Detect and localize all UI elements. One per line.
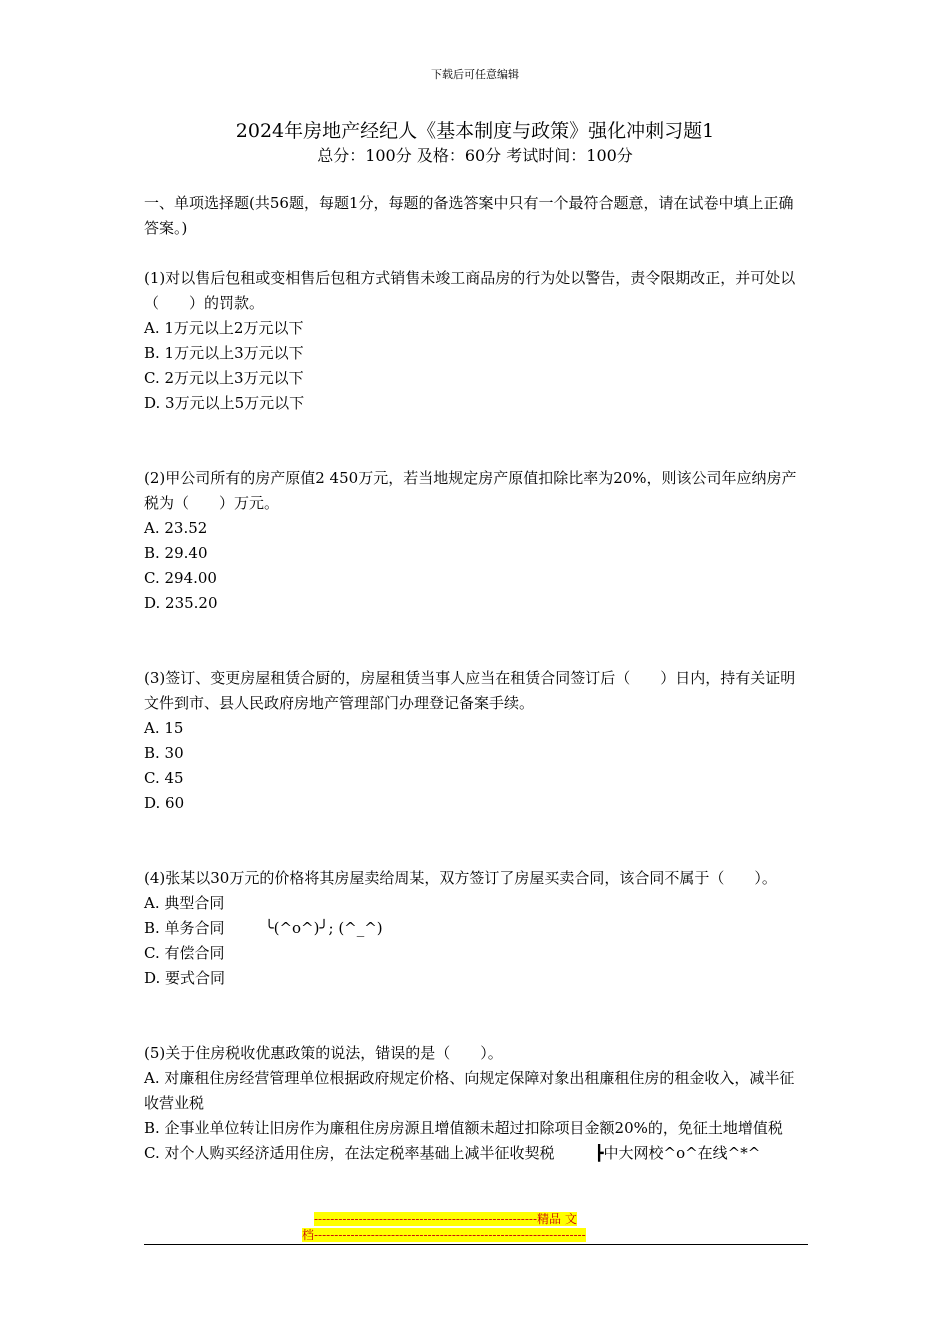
question-stem: (2)甲公司所有的房产原值2 450万元，若当地规定房产原值扣除比率为20%，则该公司年应纳房产税为（ ）万元。 [144,469,797,512]
option-a: A. 15 [144,719,184,737]
section-intro: 一、单项选择题(共56题，每题1分，每题的备选答案中只有一个最符合题意，请在试卷中填上正确答案。) [144,194,794,237]
option-c: C. 2万元以上3万元以下 [144,369,304,387]
footer-band-top [314,1211,654,1227]
question-2 [144,466,808,616]
footer-band-bottom [302,1227,654,1243]
page-title: 2024年房地产经纪人《基本制度与政策》强化冲刺习题1 [235,120,715,142]
option-d: D. 235.20 [144,594,218,612]
option-c: C. 有偿合同 [144,944,225,962]
header-note: 下载后可任意编辑 [431,68,519,81]
option-a: A. 1万元以上2万元以下 [144,319,304,337]
emoticon-note: ╰(^o^)╯; (^_^) [264,919,383,937]
option-b: B. 1万元以上3万元以下 [144,344,304,362]
option-d: D. 60 [144,794,185,812]
option-b: B. 30 [144,744,184,762]
question-1 [144,266,808,416]
option-b: B. 企事业单位转让旧房作为廉租住房房源且增值额未超过扣除项目金额20%的，免征土地增值税 [144,1119,783,1137]
footer-highlight-2: 档------------------------------------------------------------------- [302,1228,586,1242]
option-b: B. 单务合同 [144,919,225,937]
question-stem: (4)张某以30万元的价格将其房屋卖给周某，双方签订了房屋买卖合同，该合同不属于（ ）。 [144,869,777,887]
footer-highlight-1: -------------------------------------------------------精品 文 [314,1212,577,1226]
watermark-note: ┣中大网校^o^在线^*^ [594,1144,761,1162]
option-a: A. 23.52 [144,519,208,537]
option-c: C. 45 [144,769,184,787]
option-b: B. 29.40 [144,544,208,562]
exam-info: 总分：100分 及格：60分 考试时间：100分 [317,146,633,165]
option-a: A. 典型合同 [144,894,225,912]
question-5 [144,1041,808,1166]
footer-rule [144,1244,808,1245]
option-c-row [144,1141,808,1166]
question-4 [144,866,808,991]
question-3 [144,666,808,816]
option-d: D. 3万元以上5万元以下 [144,394,305,412]
option-d: D. 要式合同 [144,969,226,987]
option-b-row [144,916,808,941]
option-c: C. 294.00 [144,569,217,587]
question-stem: (1)对以售后包租或变相售后包租方式销售未竣工商品房的行为处以警告，责令限期改正，并可处以（ ）的罚款。 [144,269,796,312]
question-stem: (5)关于住房税收优惠政策的说法，错误的是（ ）。 [144,1044,503,1062]
question-stem: (3)签订、变更房屋租赁合厨的，房屋租赁当事人应当在租赁合同签订后（ ）日内，持有关证明文件到市、县人民政府房地产管理部门办理登记备案手续。 [144,669,796,712]
option-a: A. 对廉租住房经营管理单位根据政府规定价格、向规定保障对象出租廉租住房的租金收入，减半征收营业税 [144,1069,795,1112]
option-c: C. 对个人购买经济适用住房，在法定税率基础上减半征收契税 [144,1144,555,1162]
exam-content [144,191,808,1166]
